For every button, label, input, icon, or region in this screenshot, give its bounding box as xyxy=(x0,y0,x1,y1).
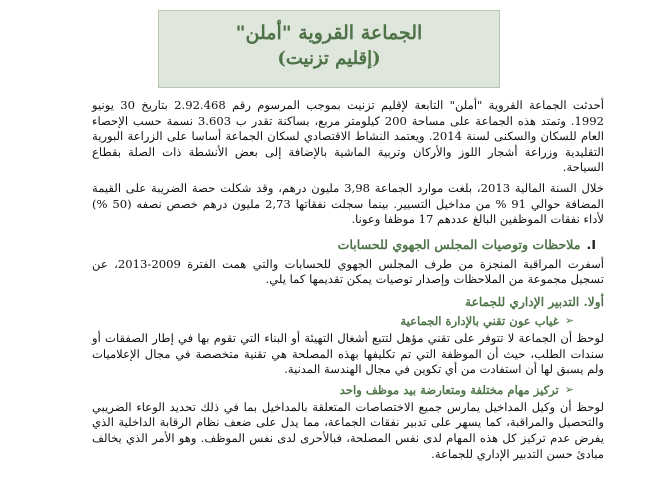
arrow-bullet-icon: ➢ xyxy=(564,383,574,397)
section-1-paragraph: أسفرت المراقبة المنجزة من طرف المجلس الجهوي للحسابات والتي همت الفترة 2009-2013، عن تسجيل مجموعة من الملاحظات وإصدار توصيات يمكن تقديمها كما يلي. xyxy=(92,256,604,287)
item-1-heading xyxy=(92,314,574,328)
item-2-heading xyxy=(92,383,574,397)
subsection-a-heading: أولا. التدبير الإداري للجماعة xyxy=(465,294,604,309)
arrow-bullet-icon: ➢ xyxy=(564,314,574,328)
item-1-title: غياب عون تقني بالإدارة الجماعية xyxy=(400,313,559,328)
title-line-1: الجماعة القروية "أملن" xyxy=(235,22,423,44)
title-line-2: (إقليم تزنيت) xyxy=(277,48,381,69)
section-1-number: I. xyxy=(586,236,596,252)
item-2-paragraph: لوحظ أن وكيل المداخيل يمارس جميع الاختصاصات المتعلقة بالمداخيل بما في ذلك تحديد الوعاء الضريبي والتحصيل والمراقبة، كما يسهر على تدبير نفقات الجماعة، مما يدل على ضعف نظام الرقابة الداخلية الذي يفرض عدم تركيز كل هذه المهام لدى نفس المصلحة، فبالأحرى لدى نفس الموظف. وهو الأمر الذي يخالف مبادئ حسن التدبير الإداري للجماعة. xyxy=(92,399,604,461)
item-1-paragraph: لوحظ أن الجماعة لا تتوفر على تقني مؤهل لتتبع أشغال التهيئة أو البناء التي تقوم بها في إطار الصفقات أو سندات الطلب، حيث أن الموظفة التي تم تكليفها بهذه المصلحة هي تقنية متخصصة في مجال الإعلاميات ولم يسبق لها أن استفادت من أي تكوين في مجال الهندسة المدنية. xyxy=(92,330,604,377)
document-body xyxy=(92,98,604,462)
section-1-heading xyxy=(92,237,596,252)
item-2-title: تركيز مهام مختلفة ومتعارضة بيد موظف واحد xyxy=(339,382,559,397)
title-box xyxy=(158,10,500,88)
section-1-title: ملاحظات وتوصيات المجلس الجهوي للحسابات xyxy=(337,236,581,252)
intro-paragraph-2: خلال السنة المالية 2013، بلغت موارد الجماعة 3,98 مليون درهم، وقد شكلت حصة الضريبة على القيمة المضافة حوالي 91 % من مداخيل التسيير. بينما سجلت نفقاتها 2,73 مليون درهم خصص نصفه (50 %) لأداء نفقات الموظفين البالغ عددهم 17 موظفا وعونا. xyxy=(92,180,604,227)
intro-paragraph-1: أحدثت الجماعة القروية "أملن" التابعة لإقليم تزنيت بموجب المرسوم رقم 2.92.468 بتاريخ 30 يونيو 1992. وتمتد هذه الجماعة على مساحة 200 كيلومتر مربع، بساكنة تقدر ب 3.603 نسمة حسب الإحصاء العام للسكان والسكنى لسنة 2014. ويعتمد النشاط الاقتصادي لسكان الجماعة أساسا على الزراعة البورية التقليدية وزراعة أشجار اللوز والأركان وتربية الماشية بالإضافة إلى بعض الأنشطة ذات الصلة بقطاع السياحة. xyxy=(92,98,604,175)
